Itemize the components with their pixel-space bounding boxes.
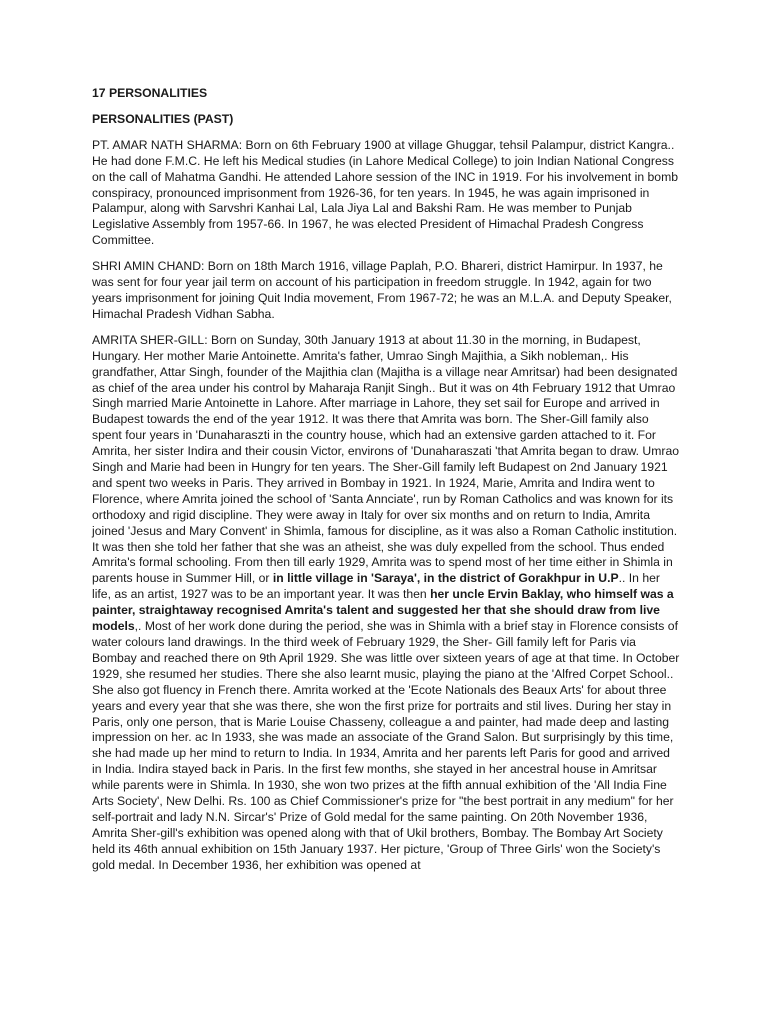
bold-emphasis: her uncle Ervin Baklay, who himself was a painter, straightaway recognised Amrita's talent and suggested her that she should draw from live models (92, 587, 674, 634)
paragraph-text: .. In her life, as an artist, 1927 was to be an important year. It was then (92, 571, 660, 602)
paragraph-text: SHRI AMIN CHAND: Born on 18th March 1916, village Paplah, P.O. Bhareri, district Hamirpur. In 1937, he was sent for four year jail term on account of his participation in freedom struggle. In 1942, again for two years imprisonment for joining Quit India movement, From 1967-72; he was an M.L.A. and Deputy Speaker, Himachal Pradesh Vidhan Sabha. (92, 259, 672, 321)
paragraph-amrita-sher-gill (92, 333, 680, 874)
section-title: PERSONALITIES (PAST) (92, 111, 234, 126)
bold-emphasis: in little village in 'Saraya', in the district of Gorakhpur in U.P (272, 571, 619, 586)
paragraph-text: ,. Most of her work done during the period, she was in Shimla with a brief stay in Florence consists of water colours land drawings. In the third week of February 1929, the Sher- Gill family left for Paris via Bombay and reached there on 9th April 1929. She was little over sixteen years of age at that time. In October 1929, she resumed her studies. There she also learnt music, playing the piano at the 'Alfred Corpet School.. She also got fluency in French there. Amrita worked at the 'Ecote Nationals des Beaux Arts' for about three years and every year that she was there, she won the first prize for portraits and stil lives. During her stay in Paris, only one person, that is Marie Louise Chasseny, colleague a and painter, had made deep and lasting impression on her. ac In 1933, she was made an associate of the Grand Salon. But surprisingly by this time, she had made up her mind to return to India. In 1934, Amrita and her parents left Paris for good and arrived in India. Indira stayed back in Paris. In the first few months, she stayed in her ancestral house in Amritsar while parents were in Shimla. In 1930, she won two prizes at the fifth annual exhibition of the 'All India Fine Arts Society', New Delhi. Rs. 100 as Chief Commissioner's prize for "the best portrait in any medium" for her self-portrait and lady N.N. Sircar's' Prize of Gold medal for the same painting. On 20th November 1936, Amrita Sher-gill's exhibition was opened along with that of Ukil brothers, Bombay. The Bombay Art Society held its 46th annual exhibition on 15th January 1937. Her picture, 'Group of Three Girls' won the Society's gold medal. In December 1936, her exhibition was opened at (92, 619, 680, 872)
paragraph-amin-chand (92, 259, 680, 323)
document-page (92, 86, 680, 884)
paragraph-amar-nath-sharma (92, 138, 680, 249)
paragraph-text: PT. AMAR NATH SHARMA: Born on 6th February 1900 at village Ghuggar, tehsil Palampur, district Kangra.. He had done F.M.C. He left his Medical studies (in Lahore Medical College) to join Indian National Congress on the call of Mahatma Gandhi. He attended Lahore session of the INC in 1919. For his involvement in bomb conspiracy, pronounced imprisonment from 1926-36, for ten years. In 1945, he was again imprisoned in Palampur, along with Sarvshri Kanhai Lal, Lala Jiya Lal and Bakshi Ram. He was member to Punjab Legislative Assembly from 1957-66. In 1967, he was elected President of Himachal Pradesh Congress Committee. (92, 137, 679, 248)
paragraph-text: AMRITA SHER-GILL: Born on Sunday, 30th January 1913 at about 11.30 in the morning, in Budapest, Hungary. Her mother Marie Antoinette. Amrita's father, Umrao Singh Majithia, a Sikh nobleman,. His grandfather, Attar Singh, founder of the Majithia clan (Majitha is a village near Amritsar) had been designated as chief of the area under his control by Maharaja Ranjit Singh.. But it was on 4th February 1912 that Umrao Singh married Marie Antoinette in Lahore. After marriage in Lahore, they set sail for Europe and arrived in Budapest towards the end of the year 1912. It was there that Amrita was born. The Sher-Gill family also spent four years in 'Dunaharaszti in the country house, which had an extensive garden attached to it. For Amrita, her sister Indira and their cousin Victor, environs of 'Dunaharaszati 'that Amrita began to draw. Umrao Singh and Marie had been in Hungry for ten years. The Sher-Gill family left Budapest on 2nd January 1921 and spent two weeks in Paris. They arrived in Bombay in 1921. In 1924, Marie, Amrita and Indira went to Florence, where Amrita joined the school of 'Santa Annciate', run by Roman Catholics and was known for its orthodoxy and rigid discipline. They were away in Italy for over six months and on return to India, Amrita joined 'Jesus and Mary Convent' in Shimla, famous for discipline, as it was also a Roman Catholic institution. It was then she told her father that she was an atheist, she was duly expelled from the school. Thus ended Amrita's formal schooling. From then till early 1929, Amrita was to spend most of her time either in Shimla in parents house in Summer Hill, or (92, 332, 680, 586)
chapter-title: 17 PERSONALITIES (92, 86, 208, 100)
